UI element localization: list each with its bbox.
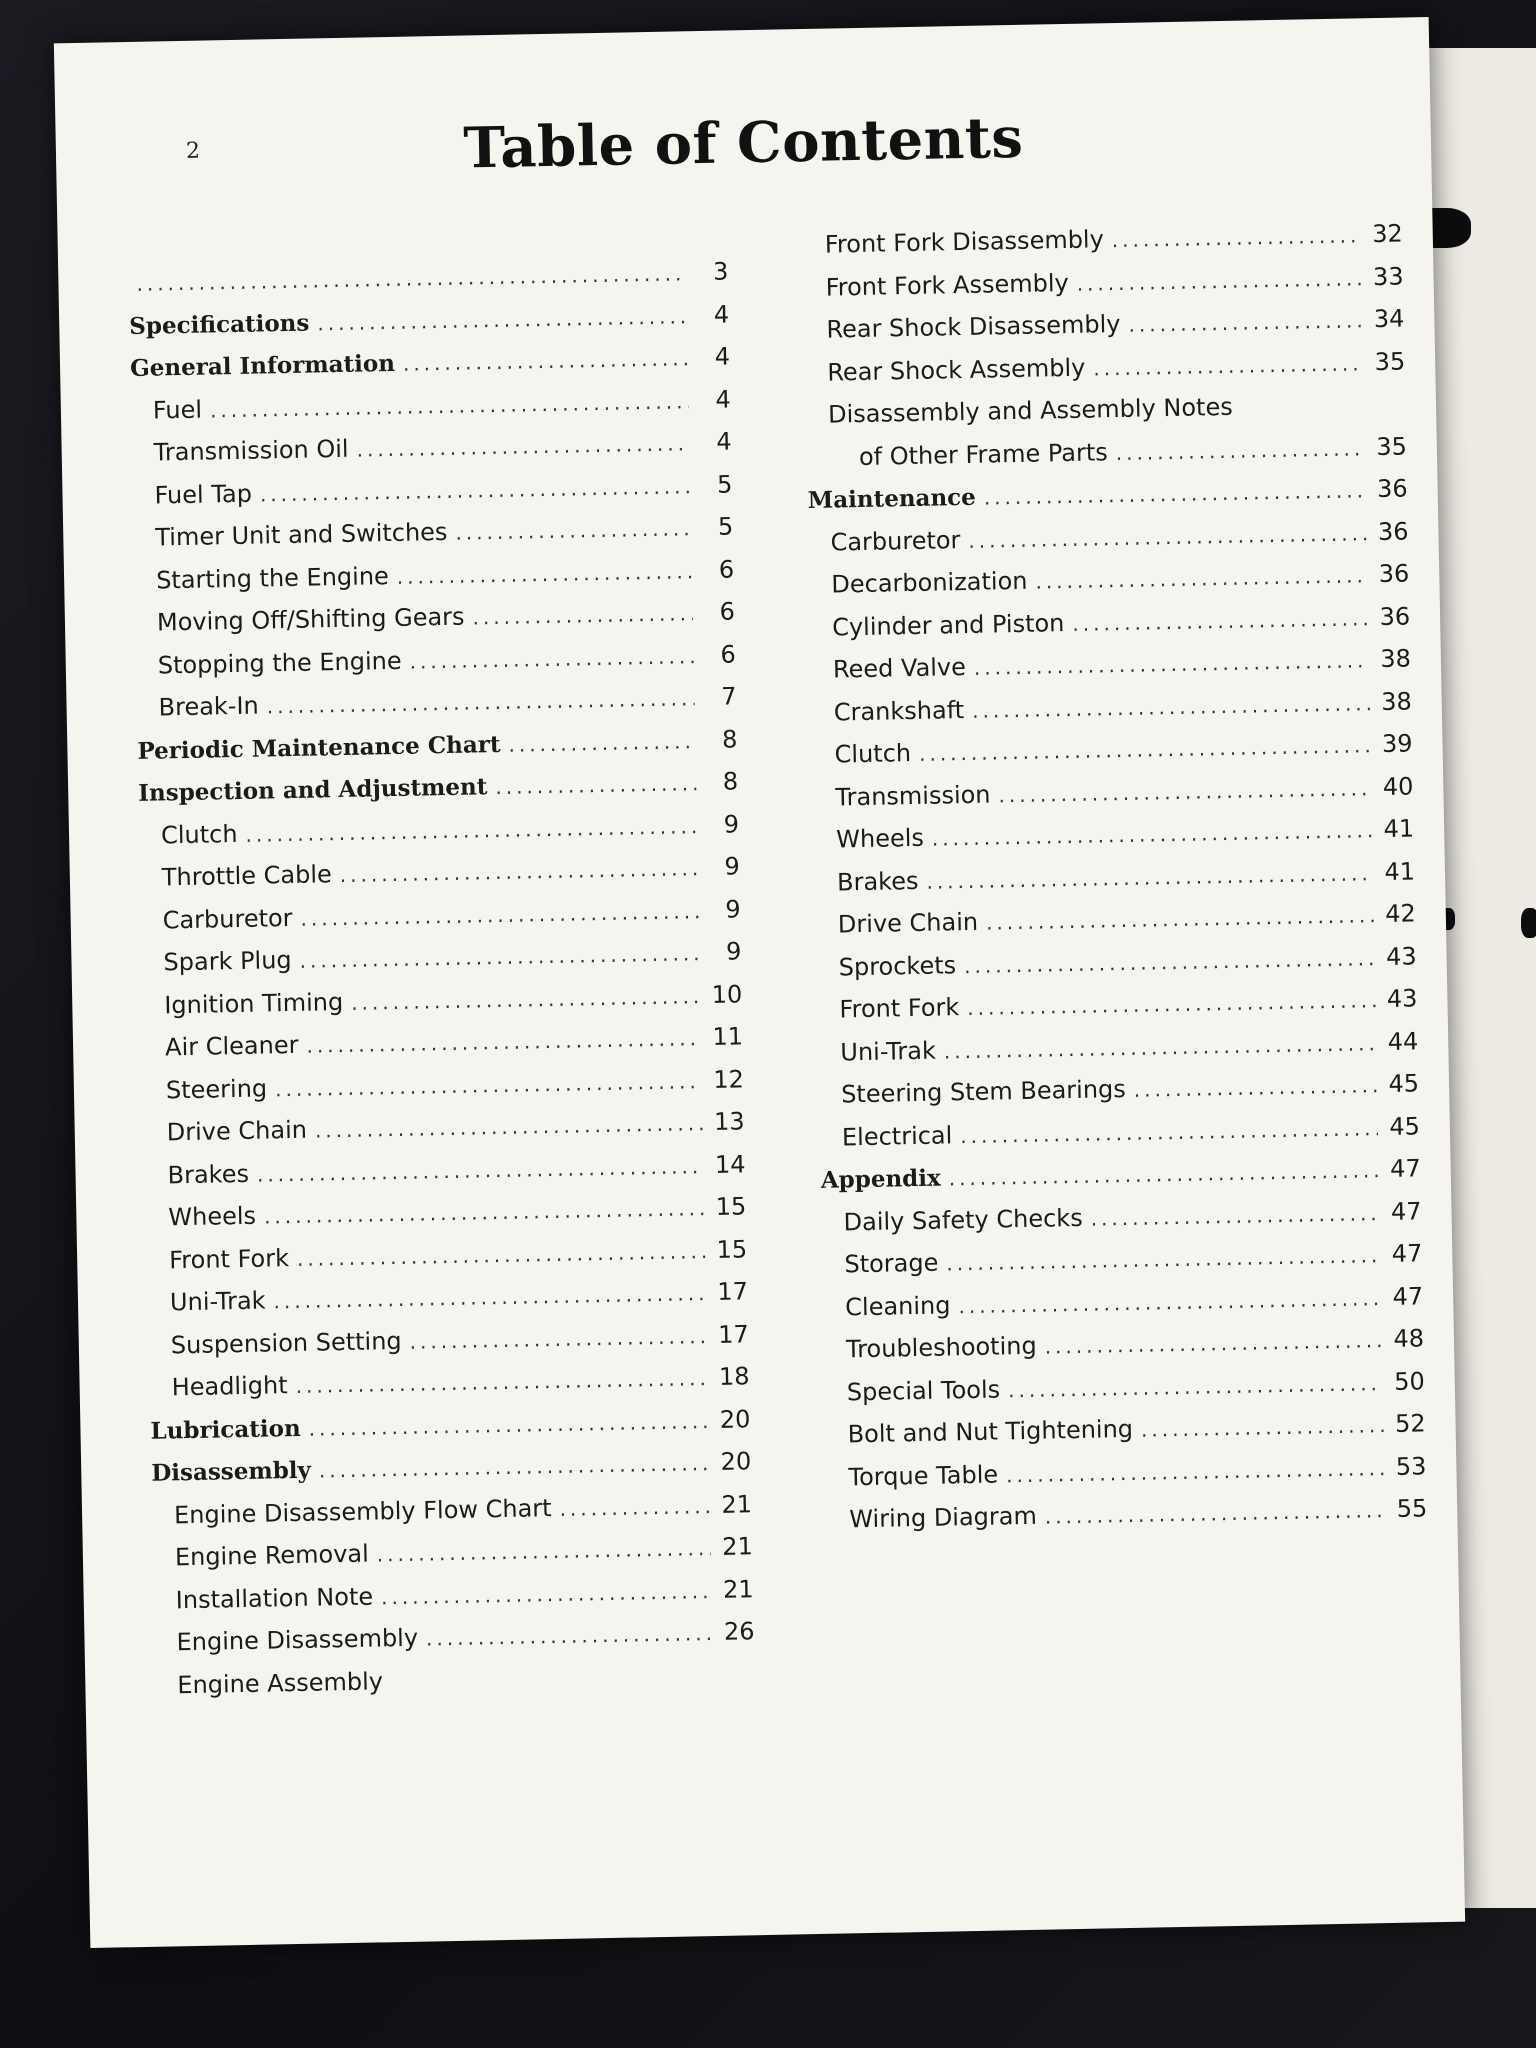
toc-entry-page-number: 44 (1387, 1026, 1419, 1056)
toc-entry-page-number: 8 (722, 767, 739, 796)
toc-entry-label: Headlight (171, 1371, 288, 1402)
leader-dots (318, 1442, 709, 1492)
leader-dots (508, 720, 696, 766)
leader-dots (403, 337, 689, 385)
toc-entry-page-number: 8 (721, 724, 738, 754)
leader-dots (1241, 412, 1364, 414)
toc-entry-page-number: 9 (724, 852, 741, 881)
toc-entry-page-number: 6 (720, 639, 736, 669)
toc-entry-page-number (1372, 411, 1406, 412)
toc-entry-page-number: 33 (1372, 262, 1404, 291)
toc-entry-page-number: 55 (1396, 1494, 1428, 1523)
leader-dots (1133, 1064, 1377, 1111)
toc-entry-page-number: 45 (1389, 1111, 1421, 1141)
toc-entry-page-number: 18 (718, 1362, 750, 1391)
toc-entry-page-number: 4 (714, 342, 731, 371)
toc-entry-page-number: 5 (716, 469, 733, 499)
toc-entry-label: Decarbonization (831, 566, 1028, 599)
toc-entry-label: Front Fork (168, 1243, 290, 1274)
toc-entry-page-number: 47 (1392, 1281, 1424, 1311)
leader-dots (381, 1570, 712, 1619)
toc-entry-page-number: 6 (718, 554, 735, 584)
toc-entry-label: of Other Frame Parts (858, 437, 1108, 471)
leader-dots (1044, 1489, 1385, 1538)
toc-entry-page-number: 45 (1388, 1069, 1420, 1098)
toc-entry-label: Stopping the Engine (157, 646, 402, 679)
toc-entry-page-number: 14 (714, 1149, 746, 1179)
toc-entry-page-number: 9 (725, 894, 741, 924)
toc-entry-page-number: 47 (1390, 1196, 1422, 1226)
toc-entry-page-number: 52 (1394, 1409, 1426, 1438)
leader-dots (972, 682, 1370, 732)
toc-entry-label: Fuel (152, 395, 203, 425)
toc-entry-page-number: 21 (721, 1489, 753, 1519)
toc-entry-page-number: 26 (723, 1617, 755, 1646)
toc-entry-label: Starting the Engine (155, 561, 390, 595)
leader-dots (1115, 427, 1365, 474)
toc-entry-label: Storage (844, 1248, 939, 1279)
toc-entry-page-number: 4 (713, 299, 730, 329)
toc-entry-label: Front Fork (839, 993, 960, 1024)
leader-dots (391, 1683, 713, 1689)
leader-dots (1072, 597, 1369, 645)
leader-dots (1008, 1362, 1384, 1412)
toc-entry-label: General Information (129, 349, 396, 382)
leader-dots (1090, 1192, 1380, 1240)
toc-entry-label: Cylinder and Piston (831, 608, 1065, 642)
toc-entry-page-number: 21 (722, 1574, 754, 1604)
toc-entry-page-number: 32 (1371, 219, 1404, 249)
leader-dots (1035, 554, 1368, 603)
toc-entry-label: Inspection and Adjustment (137, 773, 488, 807)
toc-entry-label: Engine Removal (174, 1539, 370, 1572)
leader-dots (356, 422, 690, 471)
page-number: 2 (185, 138, 201, 164)
toc-entry-page-number: 38 (1380, 686, 1412, 716)
toc-entry-label: Rear Shock Assembly (827, 353, 1086, 387)
leader-dots (306, 1017, 701, 1067)
toc-entry-page-number: 35 (1376, 431, 1408, 461)
leader-dots (376, 1527, 711, 1576)
toc-entry-page-number: 12 (713, 1064, 745, 1094)
leader-dots (1093, 342, 1364, 390)
leader-dots (968, 512, 1367, 562)
toc-entry-page-number: 13 (713, 1107, 745, 1136)
leader-dots (472, 592, 693, 639)
toc-entry-label: Specifications (129, 309, 310, 340)
toc-entry-page-number: 35 (1374, 346, 1406, 376)
toc-entry-page-number: 4 (716, 427, 732, 456)
leader-dots (559, 1485, 710, 1530)
toc-entry-label: Sprockets (838, 950, 957, 981)
toc-entry-label: Cleaning (844, 1290, 951, 1321)
toc-entry-label: Transmission (835, 780, 991, 812)
leader-dots (973, 639, 1369, 689)
leader-dots (396, 550, 692, 598)
toc-entry-label: Appendix (820, 1164, 941, 1194)
leader-dots (426, 1612, 713, 1660)
toc-entry-page-number: 41 (1383, 814, 1415, 843)
toc-entry-label: Electrical (841, 1120, 953, 1151)
toc-entry-label: Engine Disassembly (176, 1623, 419, 1657)
toc-entry-page-number: 41 (1384, 856, 1416, 886)
leader-dots (317, 295, 688, 345)
toc-entry-page-number: 39 (1381, 729, 1413, 759)
toc-entry-label: Torque Table (848, 1460, 999, 1491)
toc-entry-label: Uni-Trak (840, 1036, 937, 1066)
toc-entry-page-number: 6 (719, 597, 736, 626)
toc-entry-page-number: 9 (723, 809, 740, 839)
toc-entry-label: Front Fork Disassembly (824, 225, 1105, 259)
toc-entry-page-number: 47 (1389, 1154, 1421, 1183)
leader-dots (1044, 1319, 1382, 1368)
toc-entry-label: Uni-Trak (169, 1286, 266, 1317)
leader-dots (315, 1102, 704, 1152)
toc-entry-page-number (721, 1682, 755, 1683)
leader-dots (300, 890, 699, 940)
punch-hole (1521, 908, 1536, 938)
toc-entry-label: Periodic Maintenance Chart (137, 730, 501, 765)
leader-dots (339, 847, 698, 896)
toc-entry-page-number: 3 (712, 257, 729, 286)
leader-dots (455, 507, 692, 554)
toc-entry-page-number: 17 (717, 1277, 749, 1306)
toc-entry-page-number: 38 (1380, 644, 1412, 674)
toc-entry-label: Reed Valve (832, 652, 967, 684)
toc-entry-page-number: 4 (715, 384, 732, 414)
toc-entry-label: Special Tools (846, 1374, 1001, 1406)
toc-entry-page-number: 15 (715, 1192, 747, 1221)
toc-entry-page-number: 20 (719, 1404, 751, 1434)
toc-entry-page-number: 20 (720, 1447, 752, 1476)
leader-dots (1076, 257, 1362, 305)
leader-dots (1141, 1404, 1384, 1451)
toc-entry-page-number: 36 (1378, 559, 1410, 589)
toc-entry-label: Drive Chain (166, 1115, 308, 1147)
toc-entry-page-number: 36 (1379, 601, 1411, 631)
toc-entry-page-number: 9 (725, 937, 742, 966)
toc-entry-label: Steering Stem Bearings (840, 1074, 1127, 1109)
leader-dots (351, 975, 701, 1024)
toc-left-column (128, 250, 756, 1706)
leader-dots (983, 469, 1366, 519)
toc-entry-label: Spark Plug (163, 945, 292, 977)
leader-dots (409, 1315, 707, 1363)
toc-entry-page-number: 48 (1393, 1324, 1425, 1353)
toc-entry-label: Crankshaft (833, 695, 965, 727)
toc-entry-label: Ignition Timing (164, 987, 344, 1019)
toc-entry-page-number: 11 (712, 1022, 744, 1051)
toc-entry-page-number: 50 (1393, 1366, 1426, 1396)
toc-entry-page-number: 43 (1385, 941, 1417, 971)
toc-entry-label: Timer Unit and Switches (155, 517, 448, 552)
toc-entry-label: Carburetor (830, 525, 961, 557)
leader-dots (1006, 1447, 1385, 1497)
toc-entry-label: Disassembly and Assembly Notes (827, 392, 1233, 429)
toc-entry-label: Throttle Cable (161, 860, 333, 892)
toc-entry-page-number: 7 (720, 682, 737, 711)
toc-entry-label: Maintenance (807, 483, 977, 514)
toc-entry-page-number: 40 (1382, 771, 1414, 801)
leader-dots (1128, 299, 1363, 346)
toc-entry-page-number: 10 (711, 979, 743, 1009)
toc-right-column (802, 213, 1427, 1542)
toc-entry-label: Disassembly (151, 1456, 312, 1487)
toc-entry-label: Troubleshooting (845, 1331, 1037, 1364)
toc-entry-label: Moving Off/Shifting Gears (156, 602, 465, 637)
toc-entry-page-number: 43 (1386, 984, 1418, 1013)
toc-entry-page-number: 47 (1391, 1239, 1423, 1268)
toc-entry-label: Clutch (160, 819, 238, 849)
toc-entry-label: Bolt and Nut Tightening (847, 1414, 1134, 1449)
toc-entry-label: Clutch (834, 739, 912, 769)
page-title: Table of Contents (462, 104, 1024, 182)
toc-entry-page-number: 42 (1384, 899, 1417, 928)
toc-entry-label: Engine Assembly (177, 1666, 384, 1699)
leader-dots (998, 767, 1372, 817)
toc-entry-label: Suspension Setting (170, 1326, 402, 1359)
toc-entry-label: Wheels (836, 823, 925, 854)
toc-entry-label: Carburetor (162, 903, 293, 934)
toc-entry-label: Air Cleaner (164, 1030, 299, 1062)
toc-entry-label: Wiring Diagram (849, 1501, 1038, 1534)
toc-entry-page-number: 5 (717, 512, 734, 541)
toc-entry-label: Daily Safety Checks (843, 1203, 1083, 1236)
toc-entry-label: Drive Chain (837, 907, 979, 939)
toc-entry-label: Break-In (158, 691, 259, 722)
toc-entry-page-number: 15 (716, 1234, 748, 1264)
toc-entry-label: Fuel Tap (154, 479, 253, 510)
leader-dots (409, 635, 694, 683)
toc-entry-label: Engine Disassembly Flow Chart (173, 1493, 552, 1529)
leader-dots (986, 894, 1375, 944)
toc-entry-label: Brakes (167, 1159, 250, 1189)
document-page (54, 17, 1465, 1948)
toc-entry-label: Front Fork Assembly (825, 268, 1069, 302)
toc-entry-label: Wheels (168, 1201, 257, 1232)
toc-entry-label: Lubrication (150, 1414, 301, 1445)
toc-entry-page-number: 53 (1395, 1451, 1427, 1481)
leader-dots (1111, 214, 1361, 261)
toc-entry-label: Brakes (836, 866, 919, 896)
toc-entry-page-number: 17 (717, 1319, 750, 1349)
toc-entry-page-number: 34 (1373, 304, 1405, 334)
toc-entry-page-number: 21 (722, 1532, 754, 1561)
toc-entry-label: Rear Shock Disassembly (826, 309, 1121, 344)
toc-entry-page-number: 36 (1376, 474, 1408, 504)
toc-entry-label: Installation Note (175, 1582, 374, 1614)
toc-entry-label: Transmission Oil (153, 434, 349, 467)
leader-dots (495, 762, 697, 808)
toc-entry-page-number: 36 (1377, 516, 1409, 546)
toc-entry-label: Steering (165, 1073, 268, 1104)
